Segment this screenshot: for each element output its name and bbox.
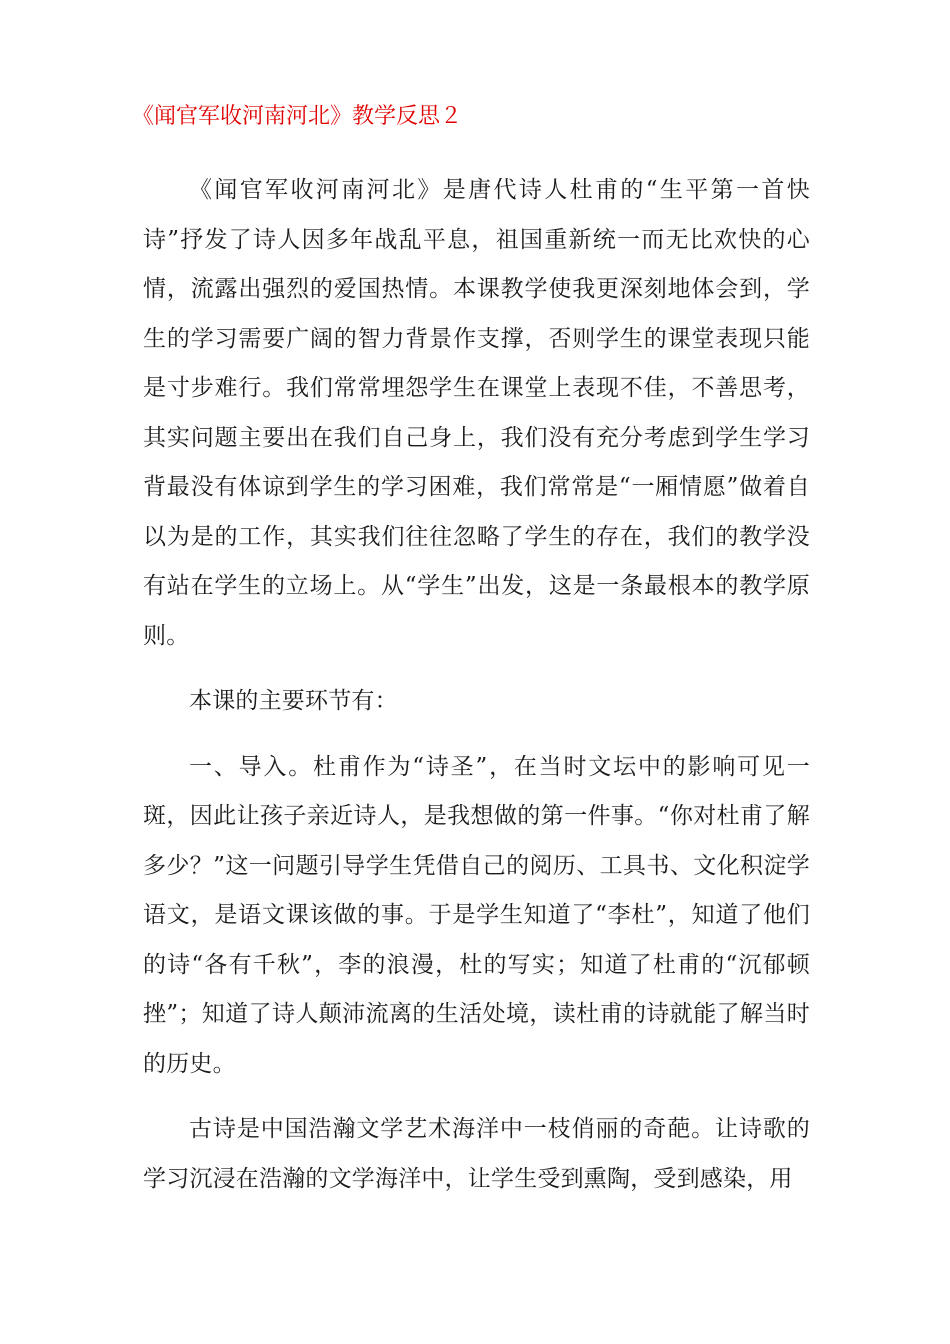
paragraph-ancient-poetry: 古诗是中国浩瀚文学艺术海洋中一枝俏丽的奇葩。让诗歌的学习沉浸在浩瀚的文学海洋中，让学生受到熏陶，受到感染，用 xyxy=(143,1116,810,1192)
paragraph-intro: 《闻官军收河南河北》是唐代诗人杜甫的“生平第一首快诗”抒发了诗人因多年战乱平息，祖国重新统一而无比欢快的心情，流露出强烈的爱国热情。本课教学使我更深刻地体会到，学生的学习需要广阔的智力背景作支撑，否则学生的课堂表现只能是寸步难行。我们常常埋怨学生在课堂上表现不佳，不善思考，其实问题主要出在我们自己身上，我们没有充分考虑到学生学习背最没有体谅到学生的学习困难，我们常常是“一厢情愿”做着自以为是的工作，其实我们往往忽略了学生的存在，我们的教学没有站在学生的立场上。从“学生”出发，这是一条最根本的教学原则。 xyxy=(143,177,810,649)
paragraph-main-sections: 本课的主要环节有： xyxy=(189,688,398,714)
paragraph-introduction-step: 一、导入。杜甫作为“诗圣”，在当时文坛中的影响可见一斑，因此让孩子亲近诗人，是我想做的第一件事。“你对杜甫了解多少？”这一问题引导学生凭借自己的阅历、工具书、文化积淀学语文，是语文课该做的事。于是学生知道了“李杜”，知道了他们的诗“各有千秋”，李的浪漫，杜的写实；知道了杜甫的“沉郁顿挫”；知道了诗人颠沛流离的生活处境，读杜甫的诗就能了解当时的历史。 xyxy=(143,753,810,1077)
document-title: 《闻官军收河南河北》教学反思２ xyxy=(132,104,463,129)
document-body xyxy=(143,166,810,1204)
